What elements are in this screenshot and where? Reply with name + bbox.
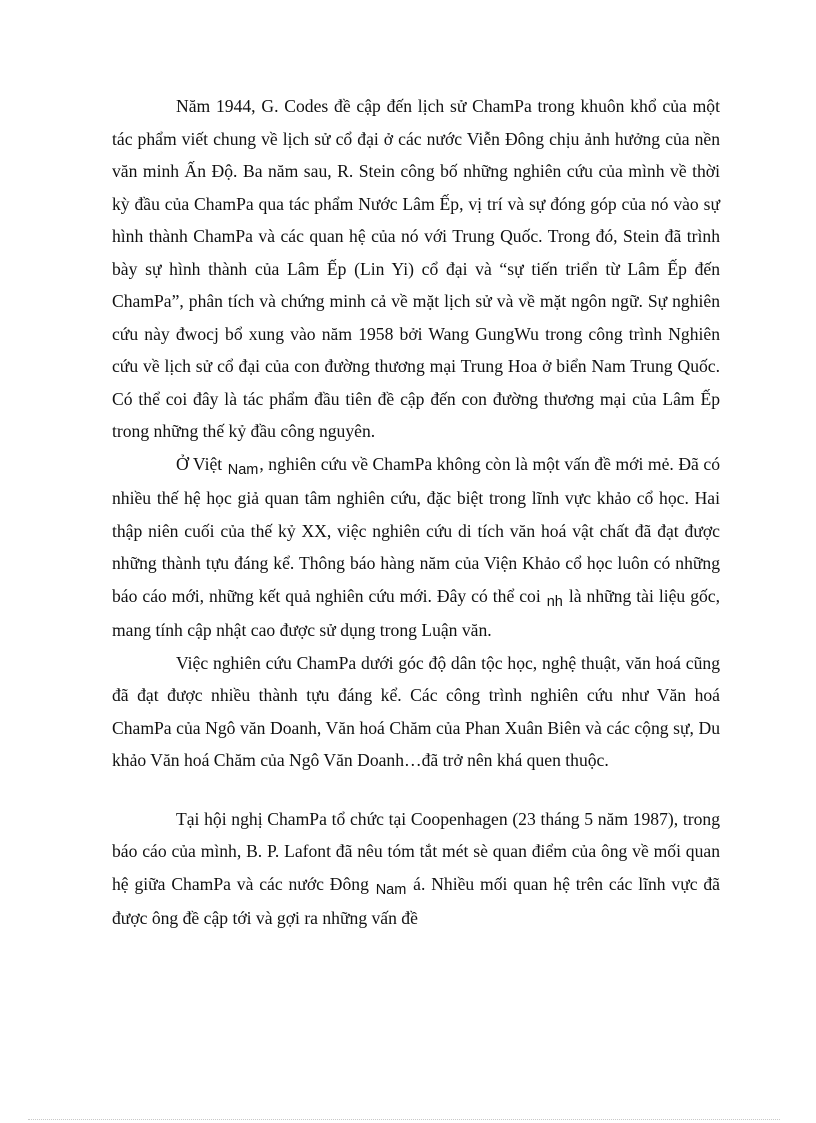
paragraph-1-text: Năm 1944, G. Codes đề cập đến lịch sử ChamPa trong khuôn khổ của một tác phẩm viết chung về lịch sử cổ đại ở các nước Viễn Đông chịu ảnh hưởng của nền văn minh Ấn Độ. Ba năm sau, R. Stein công bố những nghiên cứu của mình về thời kỳ đầu của ChamPa qua tác phẩm Nước Lâm Ếp, vị trí và sự đóng góp của nó vào sự hình thành ChamPa và các quan hệ của nó với Trung Quốc. Trong đó, Stein đã trình bày sự hình thành của Lâm Ếp (Lin Yi) cổ đại và “sự tiến triển từ Lâm Ếp đến ChamPa”, phân tích và chứng minh cả về mặt lịch sử và về mặt ngôn ngữ. Sự nghiên cứu này đwocj bổ xung vào năm 1958 bởi Wang GungWu trong công trình Nghiên cứu về lịch sử cổ đại của con đường thương mại Trung Hoa ở biển Nam Trung Quốc. Có thể coi đây là tác phẩm đầu tiên đề cập đến con đường thương mại của Lâm Ếp trong những thế kỷ đầu công nguyên. (112, 96, 720, 441)
document-body (112, 90, 720, 935)
paragraph-2 (112, 448, 720, 647)
paragraph-4-text-a: Tại hội nghị ChamPa tổ chức tại Coopenhagen (23 tháng 5 năm 1987), trong báo cáo của mình, B. P. Lafont đã nêu tóm tắt mét sè quan điểm của ông về mối quan hệ giữa ChamPa và các nước Đông (112, 808, 720, 894)
paragraph-3-text: Việc nghiên cứu ChamPa dưới góc độ dân tộc học, nghệ thuật, văn hoá cũng đã đạt được nhiều thành tựu đáng kể. Các công trình nghiên cứu như Văn hoá ChamPa của Ngô văn Doanh, Văn hoá Chăm của Phan Xuân Biên và các cộng sự, Du khảo Văn hoá Chăm của Ngô Văn Doanh…đã trở nên khá quen thuộc. (112, 652, 720, 770)
paragraph-2-text-a: Ở Việt (176, 453, 227, 474)
paragraph-2-subscript-a: Nam (227, 461, 259, 478)
paragraph-2-text-c: là những tài liệu gốc, mang tính cập nhật cao được sử dụng trong Luận văn. (112, 585, 720, 640)
paragraph-3 (112, 647, 720, 777)
page-bottom-rule (28, 1119, 780, 1120)
paragraph-gap (112, 777, 720, 803)
paragraph-2-text-b: , nghiên cứu về ChamPa không còn là một vấn đề mới mẻ. Đã có nhiều thế hệ học giả quan tâm nghiên cứu, đặc biệt trong lĩnh vực khảo cổ học. Hai thập niên cuối của thế kỷ XX, việc nghiên cứu di tích văn hoá vật chất đã đạt được những thành tựu đáng kể. Thông báo hàng năm của Viện Khảo cổ học luôn có những báo cáo mới, những kết quả nghiên cứu mới. Đây có thể coi (112, 453, 720, 606)
paragraph-4-subscript: Nam (375, 881, 407, 898)
paragraph-2-subscript-b: nh (546, 593, 563, 610)
paragraph-4-text-b: á. Nhiều mối quan hệ trên các lĩnh vực đã được ông đề cập tới và gợi ra những vấn đề (112, 873, 720, 928)
paragraph-1 (112, 90, 720, 448)
paragraph-4 (112, 803, 720, 935)
